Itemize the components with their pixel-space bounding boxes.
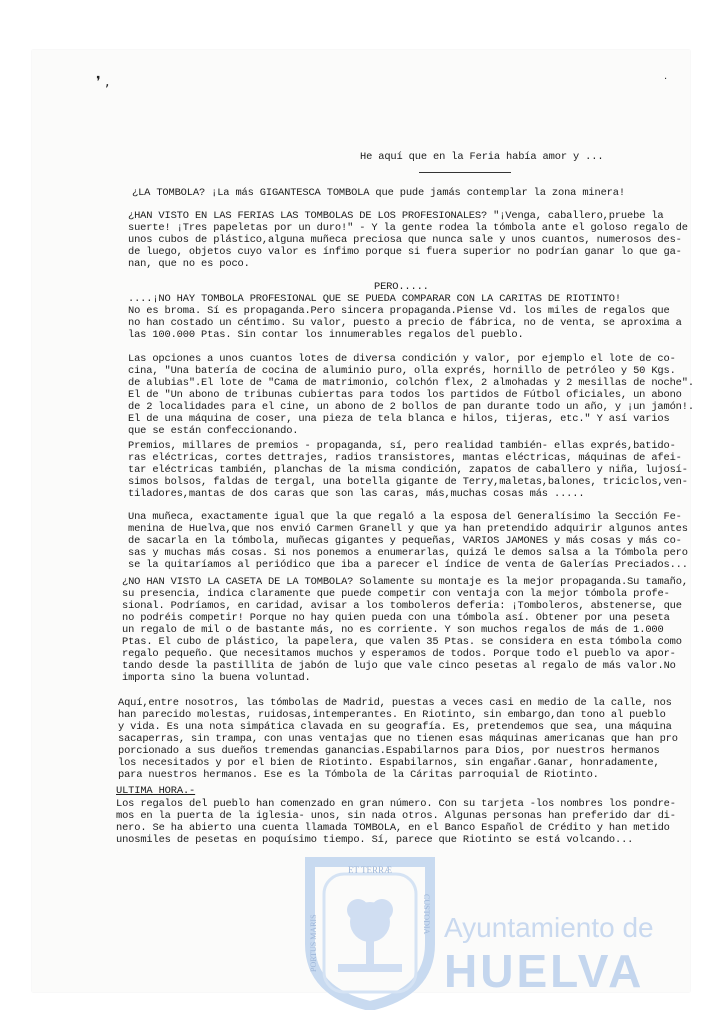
para-6-line-5: un regalo de mil o de bastante más, no es corriente. Y son muchos regalos de más de 1.000 [122, 624, 664, 636]
para-3-line-3: de alubias".El lote de "Cama de matrimonio, colchón flex, 2 almohadas y 2 mesillas de noche". [128, 377, 694, 389]
para-1-line-3: unos cubos de plástico,alguna muñeca preciosa que nunca sale y unos cuantos, numerosos des- [128, 234, 682, 246]
para-7-line-4: sacaperras, sin trampa, con unas ventajas que no tienen esas máquinas americanas que han pro [118, 733, 678, 745]
para-4-line-1: Premios, millares de premios - propaganda, sí, pero realidad también- ellas exprés,batido- [128, 440, 676, 452]
para-5-line-1: Una muñeca, exactamente igual que la que regaló a la esposa del Generalísimo la Sección Fe- [128, 511, 682, 523]
huelva-seal-watermark [302, 852, 438, 1010]
heading-line: He aquí que en la Feria había amor y ... [360, 151, 604, 163]
para-5-line-5: se la quitaríamos al periódico que iba a parecer el índice de venta de Galerías Preciados... [128, 559, 688, 571]
para-3-line-1: Las opciones a unos cuantos lotes de diversa condición y valor, por ejemplo el lote de co- [128, 353, 676, 365]
para-7-line-1: Aquí,entre nosotros, las tómbolas de Madrid, puestas a veces casi en medio de la calle, nos [118, 697, 672, 709]
para-7-line-3: y vida. Es una nota simpática clavada en su geografía. Es, pretendemos que sea, una máquina [118, 721, 672, 733]
heading-rule [419, 172, 511, 173]
para-6-line-8: tando desde la pastillita de jabón de lujo que vale cinco pesetas al regalo de más valor.No [122, 660, 676, 672]
watermark-huelva: HUELVA [444, 945, 645, 997]
para-4-line-3: tar eléctricas también, planchas de la misma condición, zapatos de caballero y niña, lujosí- [128, 464, 688, 476]
ultima-hora-label: ULTIMA HORA.- [116, 785, 196, 797]
para-1-line-5: nan, que no es poco. [128, 258, 250, 270]
seal-top-text: ET TERRÆ [348, 865, 392, 875]
para-2-line-1: ....¡NO HAY TOMBOLA PROFESIONAL QUE SE PUEDA COMPARAR CON LA CARITAS DE RIOTINTO! [128, 293, 621, 305]
para-6-line-7: regalo pequeño. Que necesitamos muchos y esperamos de todos. Porque todo el pueblo va apor- [122, 648, 676, 660]
seal-right-text: CUSTODIA [422, 894, 431, 935]
para-4-line-4: simos bolsos, faldas de tergal, una botella gigante de Terry,maletas,balones, triciclos,ven- [128, 476, 688, 488]
para-5-line-2: menina de Huelva,que nos envió Carmen Granell y que ya han pretendido adquirir algunos antes [128, 523, 688, 535]
para-6-line-6: Ptas. El cubo de plástico, la papelera, que valen 35 Ptas. se considera en esta tómbola como [122, 636, 682, 648]
para-1-line-4: de luego, objetos cuyo valor es ínfimo porque si fuera superior no podrían ganar lo que ga- [128, 246, 682, 258]
para-5-line-3: de sacarla en la tómbola, muñecas gigantes y pequeñas, VARIOS JAMONES y más cosas y más co- [128, 535, 682, 547]
para-3-line-2: cina, "Una batería de cocina de aluminio puro, olla exprés, hornillo de petróleo y 50 Kgs. [128, 365, 676, 377]
para-6-line-2: su presencia, indica claramente que puede competir con ventaja con la mejor tómbola profe- [122, 588, 670, 600]
para-7-line-5: porcionado a sus dueños tremendas ganancias.Espabilarnos para Dios, por nuestros hermanos [118, 745, 660, 757]
para-6-line-3: sional. Podríamos, en caridad, avisar a los tomboleros deferia: ¡Tomboleros, abstenerse, que [122, 600, 682, 612]
para-6-line-1: ¿NO HAN VISTO LA CASETA DE LA TOMBOLA? Solamente su montaje es la mejor propaganda.Su tamaño, [122, 576, 688, 588]
para-8-line-1: Los regalos del pueblo han comenzado en gran número. Con su tarjeta -los nombres los pondre- [116, 798, 676, 810]
watermark-ayuntamiento: Ayuntamiento de [444, 912, 654, 943]
para-8-line-4: unosmiles de pesetas en poquísimo tiempo. Sí, parece que Riotinto se está volcando... [116, 834, 634, 846]
page-specks: ❜ , [96, 74, 110, 90]
para-2-line-3: no han costado un céntimo. Su valor, puesto a precio de fábrica, no de venta, se aproxima a [128, 317, 682, 329]
para-3-line-5: de 2 localidades para el cine, un abono de 2 bollos de pan durante todo un año, y ¡un jamón!. [128, 401, 694, 413]
para-1-line-1: ¿HAN VISTO EN LAS FERIAS LAS TOMBOLAS DE LOS PROFESIONALES? "¡Venga, caballero,pruebe la [128, 210, 664, 222]
pero-line: PERO..... [374, 281, 429, 293]
para-7-line-7: para nuestros hermanos. Ese es la Tómbola de la Cáritas parroquial de Riotinto. [118, 769, 599, 781]
para-4-line-2: ras eléctricas, cortes dettrajes, radios transistores, mantas eléctricas, máquinas de afei- [128, 452, 682, 464]
para-3-line-4: El de "Un abono de tribunas cubiertas para todos los partidos de Fútbol oficiales, un abono [128, 389, 682, 401]
para-2-line-4: las 100.000 Ptas. Sin contar los innumerables regalos del pueblo. [128, 329, 524, 341]
para-3-line-6: El de una máquina de coser, una pieza de tela blanca e hilos, tijeras, etc." Y así varios [128, 413, 670, 425]
para-8-line-2: mos en la puerta de la iglesia- unos, sin nada otros. Algunas personas han preferido dar di- [116, 810, 676, 822]
para-7-line-6: los necesitados y por el bien de Riotinto. Espabilarnos, sin engañar.Ganar, honradamente, [118, 757, 660, 769]
para-3-line-7: que se están confeccionando. [128, 425, 299, 437]
para-8-line-3: nero. Se ha abierto una cuenta llamada TOMBOLA, en el Banco Español de Crédito y han metido [116, 822, 670, 834]
para-6-line-4: no podréis competir! Porque no hay quien pueda con una tómbola así. Obtener por una peseta [122, 612, 670, 624]
page-speck-right: · [664, 74, 668, 85]
para-4-line-5: tiladores,mantas de dos caras que son las caras, más,muchas cosas más ..... [128, 488, 585, 500]
para-5-line-4: sas y muchas más cosas. Si nos ponemos a enumerarlas, quizá le demos salsa a la Tómbola pero [128, 547, 688, 559]
seal-left-text: PORTUS MARIS [309, 914, 318, 972]
para-2-line-2: No es broma. Sí es propaganda.Pero sincera propaganda.Piense Vd. los miles de regalos que [128, 305, 670, 317]
para-7-line-2: han parecido molestas, ruidosas,intemperantes. En Riotinto, sin embargo,dan tono al pueblo [118, 709, 666, 721]
para-6-line-9: importa sino la buena voluntad. [122, 672, 311, 684]
para-1-line-2: suerte! ¡Tres papeletas por un duro!" - Y la gente rodea la tómbola ante el goloso regalo de [128, 222, 688, 234]
title-line: ¿LA TOMBOLA? ¡La más GIGANTESCA TOMBOLA que pude jamás contemplar la zona minera! [132, 187, 625, 199]
